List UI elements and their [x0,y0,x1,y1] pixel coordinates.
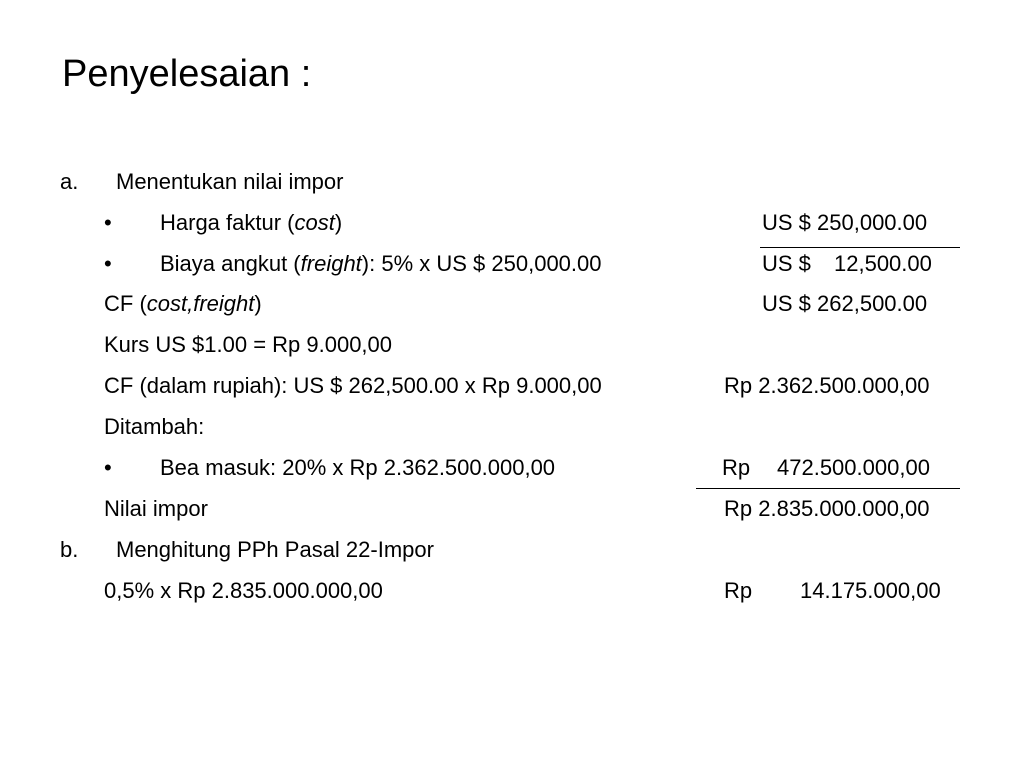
pph-calc-amount-currency: Rp [724,578,753,603]
subtotal-rule-rp [696,488,960,489]
import-value-amount: Rp 2.835.000.000,00 [724,496,930,521]
freight-amount-currency: US $ [762,251,811,276]
import-value-label: Nilai impor [104,496,208,521]
slide-title: Penyelesaian : [62,53,312,95]
section-b-heading: Menghitung PPh Pasal 22-Impor [116,537,434,562]
section-a-marker: a. [60,169,79,194]
invoice-amount: US $ 250,000.00 [762,210,928,235]
subtotal-rule-usd [760,247,960,248]
invoice-label: Harga faktur (cost) [160,210,343,235]
freight-label: Biaya angkut (freight): 5% x US $ 250,000.00 [160,251,602,276]
freight-amount-value: 12,500.00 [834,251,932,276]
pph-calc-amount-value: 14.175.000,00 [800,578,941,603]
import-duty-amount-value: 472.500.000,00 [777,455,930,480]
section-a-heading: Menentukan nilai impor [116,169,344,194]
pph-calc-label: 0,5% x Rp 2.835.000.000,00 [104,578,383,603]
cf-label: CF (cost,freight) [104,291,262,316]
exchange-rate: Kurs US $1.00 = Rp 9.000,00 [104,332,393,357]
cf-rupiah-label: CF (dalam rupiah): US $ 262,500.00 x Rp 9.000,00 [104,373,602,398]
bullet-import-duty: • [104,455,112,480]
bullet-invoice: • [104,210,112,235]
bullet-freight: • [104,251,112,276]
import-duty-amount-currency: Rp [722,455,751,480]
section-b-marker: b. [60,537,79,562]
cf-amount: US $ 262,500.00 [762,291,928,316]
import-duty-label: Bea masuk: 20% x Rp 2.362.500.000,00 [160,455,556,480]
cf-rupiah-amount: Rp 2.362.500.000,00 [724,373,930,398]
added-label: Ditambah: [104,414,205,439]
